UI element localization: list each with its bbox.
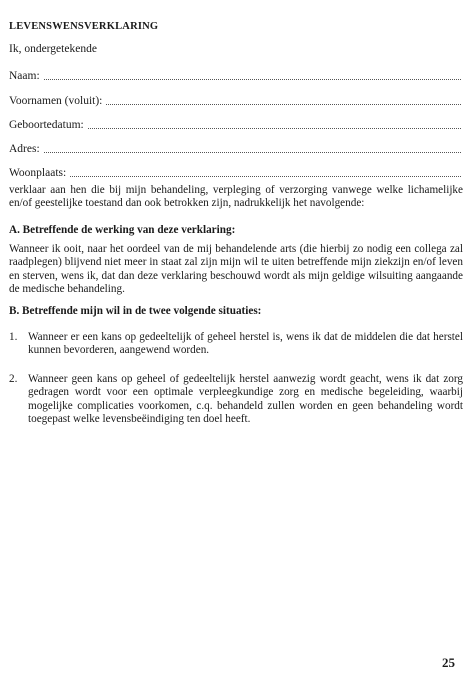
section-a-paragraph: Wanneer ik ooit, naar het oordeel van de mij behandelende arts (die hierbij zo nodig een collega zal raadplegen) blijvend niet meer in staat zal zijn mijn wil te uiten betreffende mijn ziekzijn en/of leven en sterven, wens ik, dat dan deze verklaring beschouwd wordt als mijn geldige wilsuiting aangaande de medische behandeling. — [9, 243, 463, 296]
field-label: Voornamen (voluit): — [9, 95, 103, 107]
field-voornamen — [9, 94, 461, 108]
dotted-fill-line — [44, 152, 461, 153]
list-item-text: Wanneer er een kans op gedeeltelijk of geheel herstel is, wens ik dat de middelen die dat herstel kunnen bevorderen, aangewend worden. — [28, 331, 463, 357]
dotted-fill-line — [44, 79, 461, 80]
field-label: Geboortedatum: — [9, 119, 84, 131]
field-label: Adres: — [9, 143, 40, 155]
page-number: 25 — [442, 655, 455, 670]
dotted-fill-line — [88, 128, 461, 129]
list-item-number: 2. — [9, 373, 18, 385]
section-a-heading: A. Betreffende de werking van deze verklaring: — [9, 224, 236, 236]
field-geboortedatum — [9, 118, 461, 132]
list-item — [9, 331, 463, 358]
declaration-paragraph: verklaar aan hen die bij mijn behandeling, verpleging of verzorging vanwege welke lichamelijke en/of geestelijke toestand dan ook betrokken zijn, nadrukkelijk het navolgende: — [9, 184, 463, 210]
field-woonplaats — [9, 166, 461, 180]
dotted-fill-line — [106, 104, 461, 105]
document-title: LEVENSWENSVERKLARING — [9, 21, 159, 32]
intro-text: Ik, ondergetekende — [9, 43, 97, 55]
list-item — [9, 373, 463, 427]
dotted-fill-line — [70, 176, 461, 177]
list-item-text: Wanneer geen kans op geheel of gedeeltelijk herstel aanwezig wordt geacht, wens ik dat zorg gedragen wordt voor een optimale verpleegkundige zorg en medische begeleiding, waarbij mogelijke complicaties voorkomen, c.q. behandeld zullen worden en geen behandeling wordt toegepast welke levensbeëindiging ten doel heeft. — [28, 373, 463, 426]
list-item-number: 1. — [9, 331, 18, 343]
field-naam — [9, 69, 461, 83]
field-adres — [9, 142, 461, 156]
field-label: Naam: — [9, 70, 40, 82]
section-b-heading: B. Betreffende mijn wil in de twee volgende situaties: — [9, 305, 262, 317]
field-label: Woonplaats: — [9, 167, 67, 179]
